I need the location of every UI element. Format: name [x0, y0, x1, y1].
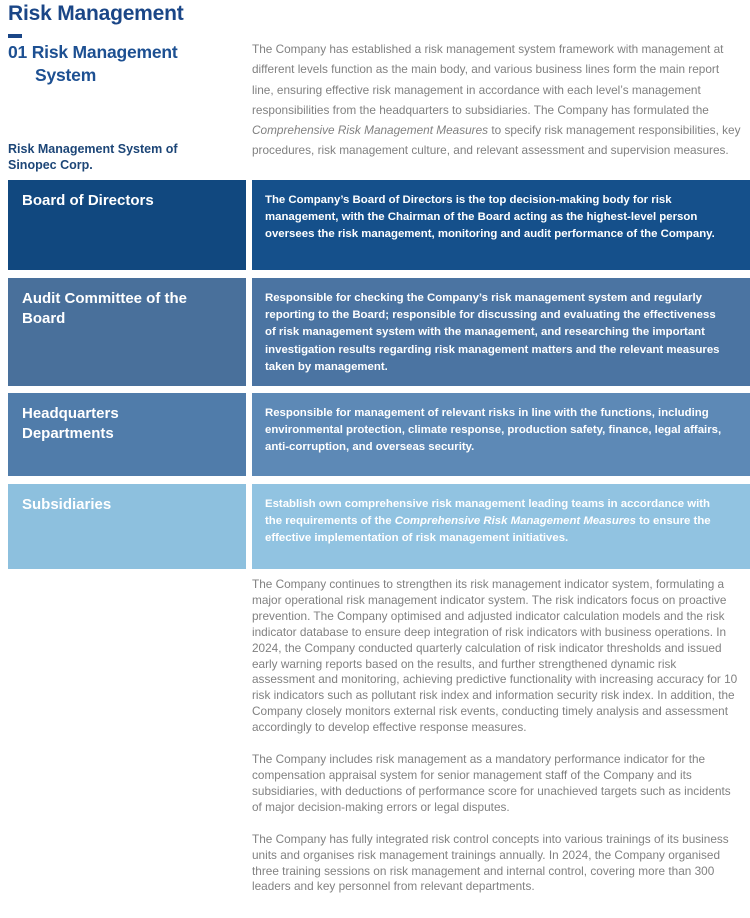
diagram-row-description: Responsible for management of relevant risks in line with the functions, including environmental protection, climate response, production safety, finance, legal affairs, anti-corruption, and overseas security.: [252, 393, 750, 476]
diagram-row-audit-committee: [8, 278, 750, 386]
page-title: Risk Management: [8, 2, 184, 25]
diagram-row-label: Headquarters Departments: [8, 393, 246, 476]
diagram-row-board-of-directors: [8, 180, 750, 270]
diagram-caption: Risk Management System of Sinopec Corp.: [8, 142, 178, 172]
diagram-row-description: The Company’s Board of Directors is the top decision-making body for risk management, with the Chairman of the Board acting as the highest-level person oversees the risk management, monitoring and audit performance of the Company.: [252, 180, 750, 270]
section-heading: 01 Risk Management System: [8, 42, 178, 85]
diagram-row-label: Board of Directors: [8, 180, 246, 270]
diagram-row-headquarters-departments: [8, 393, 750, 476]
title-accent-dash: [8, 34, 22, 38]
diagram-row-description: Responsible for checking the Company’s risk management system and regularly reporting to the Board; responsible for discussing and evaluating the effectiveness of risk management system with the management, and researching the important investigation results regarding risk management matters and the relevant measures taken by management.: [252, 278, 750, 386]
body-paragraph-trainings: The Company has fully integrated risk control concepts into various trainings of its business units and organises risk management trainings annually. In 2024, the Company organised three training sessions on risk management and internal control, covering more than 300 leaders and key personnel from relevant departments.: [252, 831, 729, 894]
body-paragraph-performance-appraisal: The Company includes risk management as a mandatory performance indicator for the compensation appraisal system for senior management staff of the Company and its subsidiaries, with deductions of performance score for unachieved targets such as incidents of major decision-making errors or legal disputes.: [252, 752, 731, 814]
body-paragraph-indicator-system: The Company continues to strengthen its risk management indicator system, formulating a major operational risk management indicator system. The risk indicators focus on proactive prevention. The Company optimised and adjusted indicator calculation models and the risk indicator database to ensure deep integration of risk indicators with business operations. In 2024, the Company conducted quarterly calculation of risk indicator thresholds and issued early warning reports based on the results, and further strengthened dynamic risk assessment and monitoring, achieving predictive functionality with increasing accuracy for 10 risk indicators such as pollutant risk index and information security risk index. In addition, the Company closely monitors external risk events, conducting timely analysis and assessment accordingly to develop effective response measures.: [252, 577, 738, 735]
body-text-column: [252, 577, 741, 895]
diagram-row-label: Audit Committee of the Board: [8, 278, 246, 386]
risk-management-diagram: [8, 180, 750, 569]
intro-paragraph: The Company has established a risk management system framework with management at different levels function as the main body, and various business lines form the main report line, ensuring effective risk management in accordance with each level’s management responsibilities from the headquarters to subsidiaries. The Company has formulated the Comprehensive Risk Management Measures to specify risk management responsibilities, key procedures, risk management culture, and relevant assessment and supervision measures.: [252, 42, 741, 158]
diagram-row-description: Establish own comprehensive risk management leading teams in accordance with the requirements of the Comprehensive Risk Management Measures to ensure the effective implementation of risk management initiatives.: [252, 484, 750, 569]
diagram-row-label: Subsidiaries: [8, 484, 246, 569]
diagram-row-subsidiaries: [8, 484, 750, 569]
